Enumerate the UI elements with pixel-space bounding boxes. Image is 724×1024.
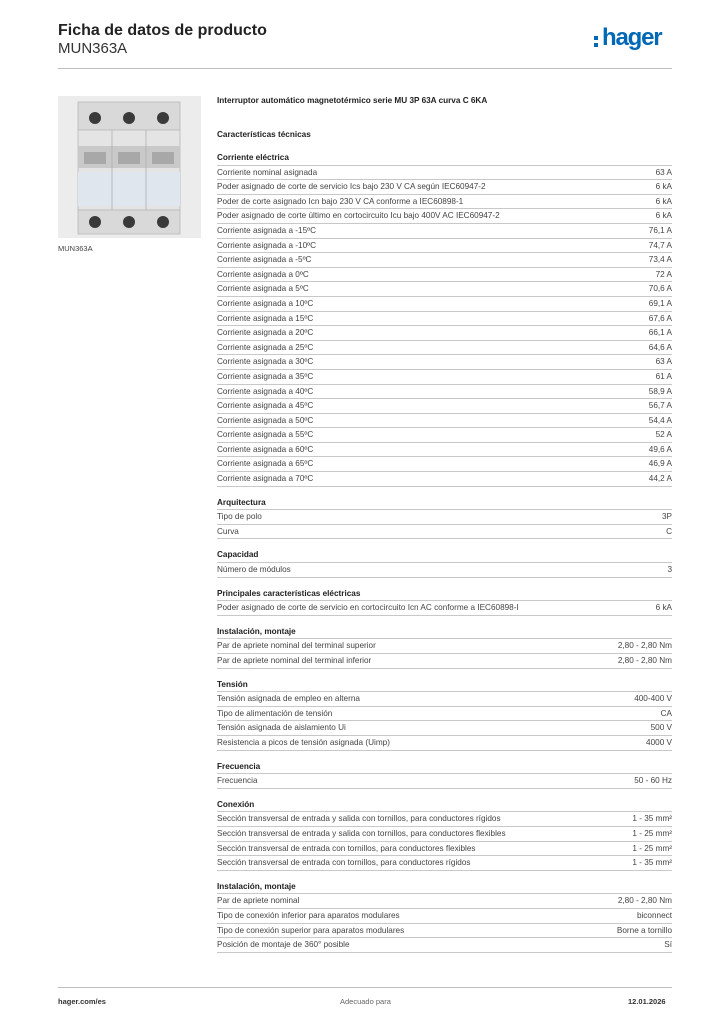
spec-row	[217, 842, 672, 857]
header-divider	[58, 68, 672, 69]
spec-row	[217, 563, 672, 578]
spec-section	[217, 798, 672, 871]
product-description: Interruptor automático magnetotérmico serie MU 3P 63A curva C 6KA	[217, 96, 488, 105]
spec-value: 400-400 V	[634, 694, 672, 704]
spec-row	[217, 239, 672, 254]
spec-value: 1 - 25 mm²	[632, 843, 672, 853]
section-title: Tensión	[217, 678, 672, 693]
spec-label: Sección transversal de entrada con tornillos, para conductores flexibles	[217, 843, 476, 853]
spec-value: 1 - 35 mm²	[632, 814, 672, 824]
spec-label: Poder asignado de corte de servicio en cortocircuito Icn AC conforme a IEC60898-I	[217, 603, 519, 613]
spec-value: Borne a tornillo	[616, 925, 672, 935]
footer-divider	[58, 987, 672, 988]
spec-label: Corriente asignada a 10ºC	[217, 298, 314, 308]
spec-label: Corriente asignada a -15ºC	[217, 225, 317, 235]
spec-row	[217, 297, 672, 312]
spec-label: Tipo de conexión inferior para aparatos modulares	[217, 910, 400, 920]
spec-row	[217, 654, 672, 669]
spec-label: Tipo de polo	[217, 512, 262, 522]
spec-sections	[217, 151, 672, 953]
spec-section	[217, 625, 672, 669]
spec-row	[217, 736, 672, 751]
section-title: Capacidad	[217, 548, 672, 563]
circuit-breaker-icon	[58, 96, 201, 238]
spec-label: Número de módulos	[217, 565, 291, 575]
spec-label: Corriente asignada a 5ºC	[217, 284, 309, 294]
section-title: Corriente eléctrica	[217, 151, 672, 166]
spec-value: 6 kA	[655, 603, 672, 613]
logo-text: hager	[602, 24, 662, 51]
spec-row	[217, 774, 672, 789]
spec-row	[217, 341, 672, 356]
spec-value: 63 A	[655, 167, 672, 177]
tech-heading: Características técnicas	[217, 130, 311, 139]
spec-row	[217, 428, 672, 443]
spec-row	[217, 414, 672, 429]
spec-section	[217, 678, 672, 751]
spec-row	[217, 909, 672, 924]
spec-row	[217, 457, 672, 472]
spec-label: Par de apriete nominal del terminal superior	[217, 641, 376, 651]
image-caption: MUN363A	[58, 244, 93, 253]
spec-label: Corriente asignada a 60ºC	[217, 444, 314, 454]
footer-date: 12.01.2026	[628, 997, 666, 1006]
product-code: MUN363A	[58, 40, 128, 57]
spec-value: 44,2 A	[648, 474, 672, 484]
spec-row	[217, 827, 672, 842]
spec-row	[217, 721, 672, 736]
spec-row	[217, 312, 672, 327]
spec-value: biconnect	[636, 910, 672, 920]
spec-label: Poder asignado de corte de servicio Ics bajo 230 V CA según IEC60947-2	[217, 182, 486, 192]
spec-value: 49,6 A	[648, 444, 672, 454]
spec-row	[217, 856, 672, 871]
spec-value: 1 - 25 mm²	[632, 828, 672, 838]
spec-label: Tensión asignada de empleo en alterna	[217, 694, 360, 704]
spec-value: 63 A	[655, 357, 672, 367]
spec-value: 52 A	[655, 430, 672, 440]
spec-label: Resistencia a picos de tensión asignada (Uimp)	[217, 737, 390, 747]
spec-value: 58,9 A	[648, 386, 672, 396]
spec-row	[217, 224, 672, 239]
spec-value: 66,1 A	[648, 328, 672, 338]
spec-label: Poder asignado de corte último en cortocircuito Icu bajo 400V AC IEC60947-2	[217, 211, 500, 221]
spec-row	[217, 924, 672, 939]
spec-label: Posición de montaje de 360° posible	[217, 940, 350, 950]
spec-row	[217, 525, 672, 540]
spec-row	[217, 166, 672, 181]
spec-section	[217, 880, 672, 953]
spec-label: Corriente asignada a 65ºC	[217, 459, 314, 469]
spec-label: Tensión asignada de aislamiento Ui	[217, 723, 346, 733]
spec-label: Corriente asignada a 30ºC	[217, 357, 314, 367]
section-title: Arquitectura	[217, 496, 672, 511]
spec-value: 70,6 A	[648, 284, 672, 294]
spec-label: Corriente asignada a 50ºC	[217, 415, 314, 425]
spec-value: 54,4 A	[648, 415, 672, 425]
spec-value: Sí	[664, 940, 672, 950]
spec-label: Curva	[217, 526, 239, 536]
spec-value: 50 - 60 Hz	[634, 776, 672, 786]
spec-row	[217, 282, 672, 297]
spec-label: Corriente asignada a 55ºC	[217, 430, 314, 440]
spec-label: Tipo de alimentación de tensión	[217, 708, 333, 718]
spec-value: 76,1 A	[648, 225, 672, 235]
spec-section	[217, 548, 672, 577]
spec-label: Corriente asignada a 35ºC	[217, 371, 314, 381]
spec-label: Sección transversal de entrada y salida con tornillos, para conductores flexibles	[217, 828, 506, 838]
spec-label: Corriente asignada a 0ºC	[217, 269, 309, 279]
spec-label: Par de apriete nominal	[217, 896, 300, 906]
spec-value: 74,7 A	[648, 240, 672, 250]
section-title: Instalación, montaje	[217, 625, 672, 640]
spec-value: 1 - 35 mm²	[632, 858, 672, 868]
spec-row	[217, 268, 672, 283]
spec-value: 4000 V	[646, 737, 672, 747]
spec-value: 6 kA	[655, 182, 672, 192]
spec-value: CA	[660, 708, 672, 718]
spec-row	[217, 180, 672, 195]
spec-section	[217, 760, 672, 789]
logo-dots-icon	[594, 36, 599, 50]
spec-label: Par de apriete nominal del terminal inferior	[217, 656, 372, 665]
footer-link[interactable]: hager.com/es	[58, 997, 106, 1006]
spec-row	[217, 370, 672, 385]
spec-label: Corriente asignada a -5ºC	[217, 255, 312, 265]
spec-row	[217, 938, 672, 953]
spec-label: Sección transversal de entrada y salida con tornillos, para conductores rígidos	[217, 814, 501, 824]
spec-row	[217, 639, 672, 654]
spec-section	[217, 496, 672, 540]
spec-section	[217, 587, 672, 616]
spec-label: Corriente asignada a 40ºC	[217, 386, 314, 396]
spec-row	[217, 692, 672, 707]
spec-value: 61 A	[655, 371, 672, 381]
spec-value: 2,80 - 2,80 Nm	[617, 656, 672, 665]
spec-section	[217, 151, 672, 487]
spec-value: 69,1 A	[648, 298, 672, 308]
spec-row	[217, 707, 672, 722]
spec-label: Poder de corte asignado Icn bajo 230 V CA conforme a IEC60898-1	[217, 196, 464, 206]
spec-row	[217, 894, 672, 909]
product-image	[58, 96, 201, 238]
spec-value: 3	[667, 565, 672, 575]
spec-row	[217, 601, 672, 616]
spec-label: Corriente asignada a 70ºC	[217, 474, 314, 484]
spec-row	[217, 209, 672, 224]
page-title: Ficha de datos de producto	[58, 22, 267, 39]
spec-label: Corriente asignada a 15ºC	[217, 313, 314, 323]
datasheet-content	[217, 94, 672, 962]
section-title: Principales características eléctricas	[217, 587, 672, 602]
spec-value: 6 kA	[655, 211, 672, 221]
footer-center-text: Adecuado para	[340, 997, 391, 1006]
spec-value: 56,7 A	[648, 401, 672, 411]
spec-value: 2,80 - 2,80 Nm	[617, 896, 672, 906]
spec-row	[217, 326, 672, 341]
spec-label: Corriente asignada a 20ºC	[217, 328, 314, 338]
spec-value: 6 kA	[655, 196, 672, 206]
spec-value: 46,9 A	[648, 459, 672, 469]
spec-row	[217, 355, 672, 370]
spec-value: 500 V	[650, 723, 672, 733]
spec-label: Corriente asignada a 25ºC	[217, 342, 314, 352]
spec-row	[217, 253, 672, 268]
spec-label: Sección transversal de entrada con tornillos, para conductores rígidos	[217, 858, 471, 868]
spec-value: 73,4 A	[648, 255, 672, 265]
section-title: Instalación, montaje	[217, 880, 672, 895]
spec-row	[217, 385, 672, 400]
spec-label: Tipo de conexión superior para aparatos modulares	[217, 925, 405, 935]
spec-value: C	[666, 526, 672, 536]
spec-value: 67,6 A	[648, 313, 672, 323]
spec-row	[217, 399, 672, 414]
spec-row	[217, 443, 672, 458]
spec-label: Frecuencia	[217, 776, 258, 786]
spec-value: 2,80 - 2,80 Nm	[617, 641, 672, 651]
spec-value: 72 A	[655, 269, 672, 279]
section-title: Conexión	[217, 798, 672, 813]
spec-row	[217, 472, 672, 487]
spec-label: Corriente asignada a 45ºC	[217, 401, 314, 411]
spec-value: 64,6 A	[648, 342, 672, 352]
spec-label: Corriente asignada a -10ºC	[217, 240, 317, 250]
spec-row	[217, 195, 672, 210]
spec-row	[217, 510, 672, 525]
section-title: Frecuencia	[217, 760, 672, 775]
spec-value: 3P	[661, 512, 672, 522]
spec-row	[217, 812, 672, 827]
spec-label: Corriente nominal asignada	[217, 167, 318, 177]
